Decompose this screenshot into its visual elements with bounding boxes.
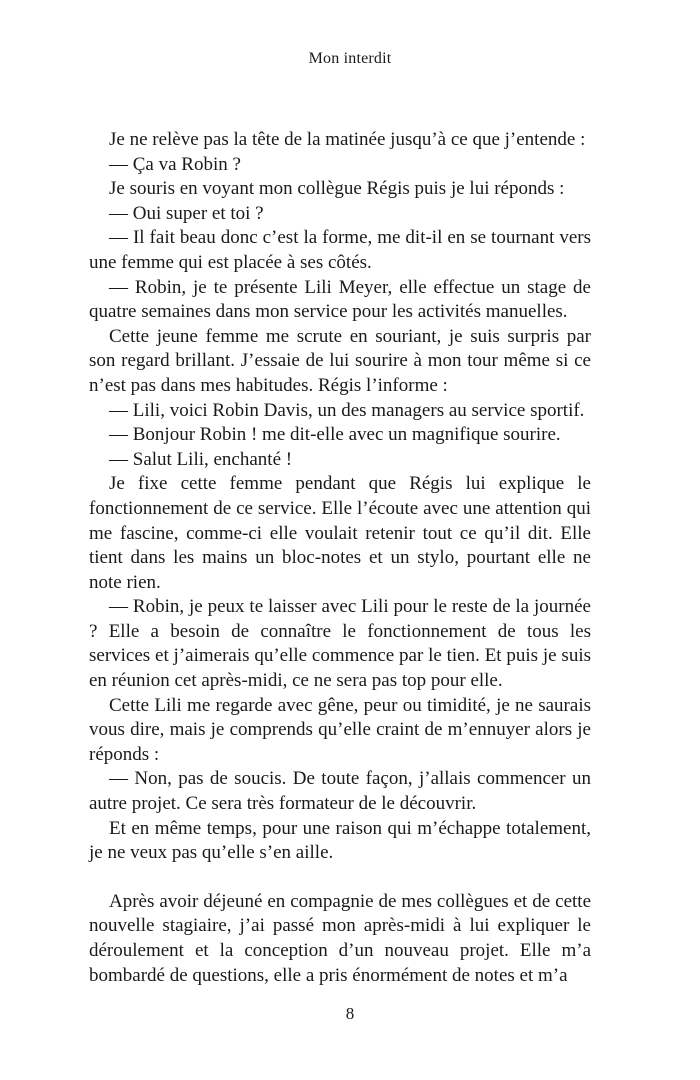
page-number: 8 <box>345 1004 355 1023</box>
dialogue-line: — Robin, je te présente Lili Meyer, elle effectue un stage de quatre semaines dans mon service pour les activités manuelles. <box>89 276 591 323</box>
running-head-title: Mon interdit <box>308 50 392 67</box>
dialogue-line: — Robin, je peux te laisser avec Lili pour le reste de la journée ? Elle a besoin de connaître le fonctionnement de tous les services et j’aimerais qu’elle commence par le tien. Et puis je suis en réunion cet après-midi, ce ne sera pas top pour elle. <box>89 596 591 692</box>
paragraph: Cette jeune femme me scrute en souriant, je suis surpris par son regard brillant. J’essaie de lui sourire à mon tour même si ce n’est pas dans mes habitudes. Régis l’informe : <box>89 325 591 396</box>
paragraph: Et en même temps, pour une raison qui m’échappe totalement, je ne veux pas qu’elle s’en aille. <box>89 817 591 864</box>
paragraph: Je ne relève pas la tête de la matinée jusqu’à ce que j’entende : <box>109 129 586 150</box>
dialogue-line: — Non, pas de soucis. De toute façon, j’allais commencer un autre projet. Ce sera très formateur de le découvrir. <box>89 768 591 815</box>
dialogue-line: — Salut Lili, enchanté ! <box>109 448 293 470</box>
body-text <box>89 128 591 988</box>
dialogue-line: — Il fait beau donc c’est la forme, me dit-il en se tournant vers une femme qui est placée à ses côtés. <box>89 227 591 273</box>
dialogue-line: — Bonjour Robin ! me dit-elle avec un magnifique sourire. <box>109 424 561 446</box>
paragraph-section-start: Après avoir déjeuné en compagnie de mes collègues et de cette nouvelle stagiaire, j’ai passé mon après-midi à lui expliquer le déroulement et la conception d’un nouveau projet. Elle m’a bombardé de questions, elle a pris énormément de notes et m’a <box>89 890 591 986</box>
dialogue-line: — Lili, voici Robin Davis, un des managers au service sportif. <box>109 399 585 421</box>
dialogue-line: — Oui super et toi ? <box>109 202 264 224</box>
paragraph: Je souris en voyant mon collègue Régis puis je lui réponds : <box>109 178 565 200</box>
paragraph: Je fixe cette femme pendant que Régis lui explique le fonctionnement de ce service. Elle l’écoute avec une attention qui me fascine, comme-ci elle voulait retenir tout ce qu’il dit. Elle tient dans les mains un bloc-notes et un stylo, pourtant elle ne note rien. <box>89 473 591 593</box>
paragraph: Cette Lili me regarde avec gêne, peur ou timidité, je ne saurais vous dire, mais je comprends qu’elle craint de m’ennuyer alors je réponds : <box>89 694 591 765</box>
dialogue-line: — Ça va Robin ? <box>109 153 241 175</box>
